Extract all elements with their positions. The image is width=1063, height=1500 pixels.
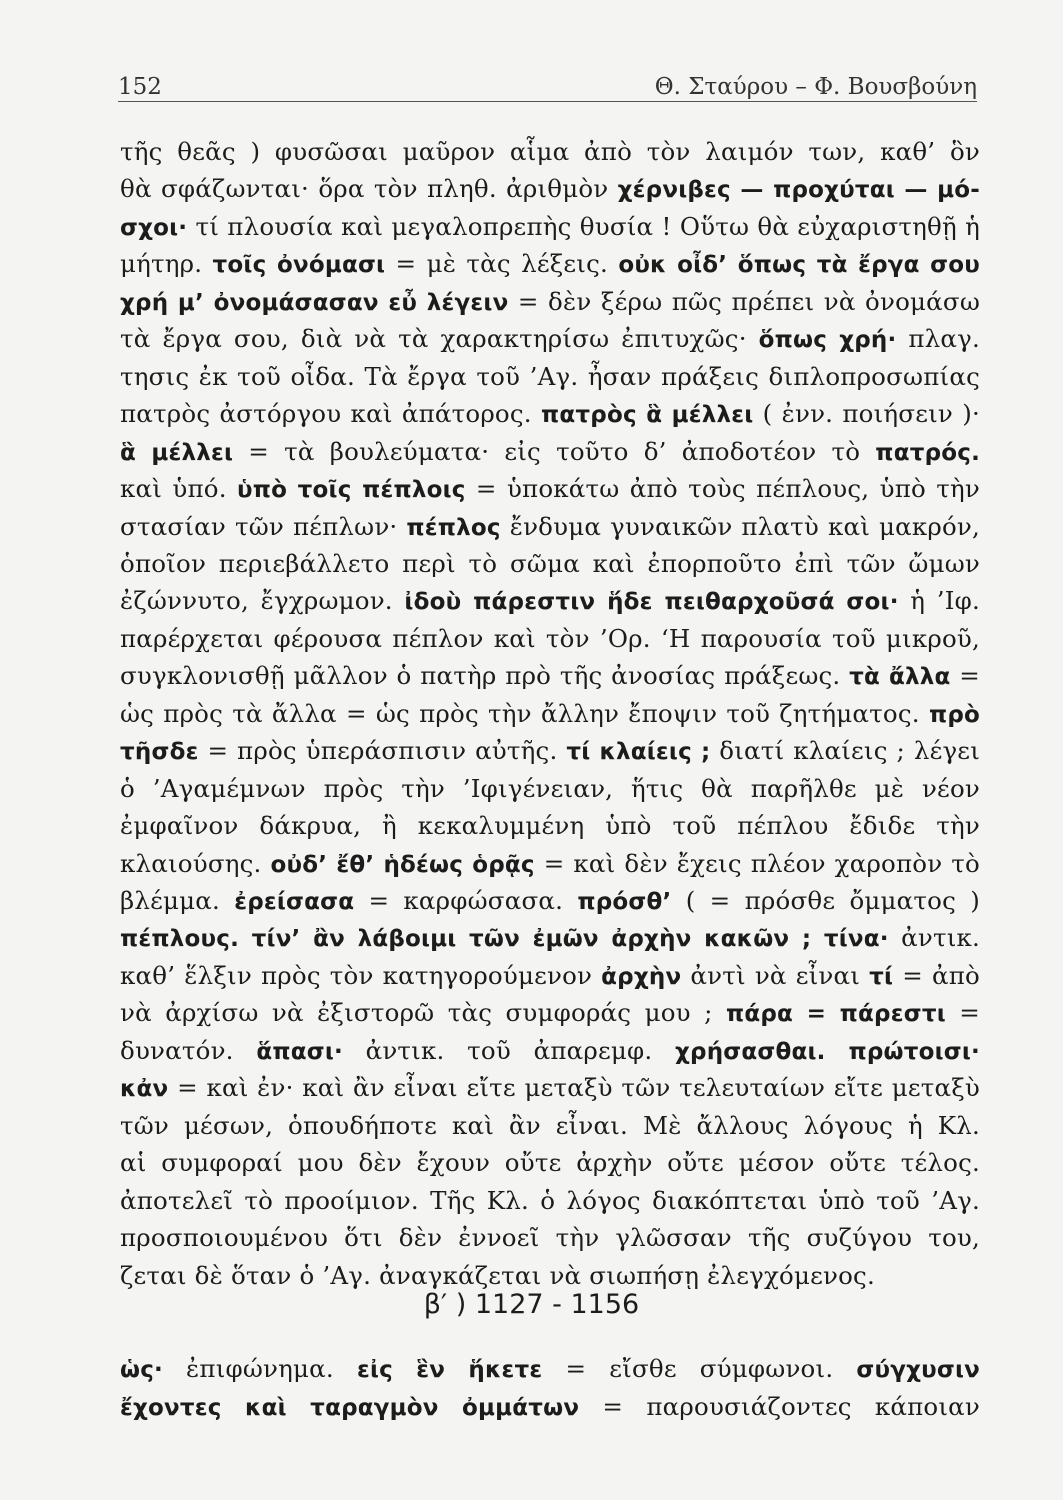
gloss: ἡ ’Ιφ. bbox=[898, 586, 980, 616]
text-line bbox=[120, 1068, 980, 1108]
gloss: αἱ συμφοραί μου δὲν ἔχουν οὔτε ἀρχὴν οὔτε μέσον οὔτε τέλος. bbox=[120, 1148, 980, 1178]
text-line bbox=[120, 844, 980, 884]
text-line bbox=[120, 731, 980, 771]
gloss: = καὶ δὲν ἔχεις πλέον χαροπὸν τὸ bbox=[534, 848, 980, 878]
gloss: καθ’ ἕλξιν πρὸς τὸν κατηγορούμενον bbox=[120, 960, 602, 990]
text-line bbox=[120, 1031, 980, 1071]
page-number: 152 bbox=[118, 74, 162, 100]
gloss: ἀποτελεῖ τὸ προοίμιον. Τῆς Κλ. ὁ λόγος διακόπτεται ὑπὸ τοῦ ’Αγ. bbox=[120, 1185, 980, 1215]
gloss: μήτηρ. bbox=[120, 249, 213, 279]
gloss: κλαιούσης. bbox=[120, 848, 271, 878]
text-line bbox=[120, 319, 980, 359]
gloss: ἀντικ. τοῦ ἀπαρεμφ. bbox=[342, 1035, 676, 1065]
gloss: διατί κλαίεις ; λέγει bbox=[710, 736, 980, 766]
text-line bbox=[120, 1181, 980, 1221]
gloss: ἐπιφώνημα. bbox=[162, 1354, 357, 1383]
section-heading: β′ ) 1127 - 1156 bbox=[423, 1289, 640, 1320]
text-line bbox=[120, 357, 980, 397]
gloss: ἐμφαῖνον δάκρυα, ἢ κεκαλυμμένη ὑπὸ τοῦ πέπλου ἔδιδε τὴν bbox=[120, 811, 980, 841]
gloss: = καὶ ἐν· καὶ ἂν εἶναι εἴτε μεταξὺ τῶν τελευταίων εἴτε μεταξὺ bbox=[168, 1073, 980, 1103]
gloss: νὰ ἀρχίσω νὰ ἐξιστορῶ τὰς συμφοράς μου ; bbox=[120, 998, 726, 1028]
gloss: ὡς πρὸς τὰ ἄλλα = ὡς πρὸς τὴν ἄλλην ἔποψιν τοῦ ζητήματος. bbox=[120, 698, 929, 728]
gloss: συγκλονισθῇ μᾶλλον ὁ πατὴρ πρὸ τῆς ἀνοσίας πράξεως. bbox=[120, 661, 850, 691]
lemma: πρὸ bbox=[928, 701, 980, 728]
gloss: τὰ ἔργα σου, διὰ νὰ τὰ χαρακτηρίσω ἐπιτυχῶς· bbox=[120, 324, 759, 354]
lemma: εἰς ἓν ἥκετε bbox=[356, 1357, 543, 1383]
lemma: σύγχυσιν bbox=[856, 1357, 980, 1383]
gloss: ἀντικ. bbox=[888, 923, 980, 953]
gloss: πλαγ. bbox=[908, 324, 980, 354]
gloss: = εἴσθε σύμφωνοι. bbox=[542, 1354, 857, 1383]
lemma: χέρνιβες — προχύται — μό- bbox=[617, 177, 980, 204]
lemma: σχοι· bbox=[120, 214, 188, 241]
lemma: ἰδοὺ πάρεστιν ἥδε πειθαρχοῦσά σοι· bbox=[404, 589, 899, 616]
gloss: προσποιουμένου ὅτι δὲν ἐννοεῖ τὴν γλῶσσαν τῆς συζύγου του, bbox=[120, 1223, 980, 1253]
lemma: πατρὸς ἃ μέλλει bbox=[541, 402, 754, 429]
text-line bbox=[120, 918, 980, 958]
gloss: τῶν μέσων, ὁπουδήποτε καὶ ἂν εἶναι. Μὲ ἄλλους λόγους ἡ Κλ. bbox=[120, 1110, 980, 1140]
lemma: ἀρχὴν bbox=[601, 963, 682, 990]
text-line bbox=[120, 881, 980, 921]
gloss: = πρὸς ὑπεράσπισιν αὐτῆς. bbox=[198, 736, 567, 766]
text-line bbox=[120, 956, 980, 996]
running-head: Θ. Σταύρου – Φ. Βουσβούνη bbox=[654, 74, 977, 100]
lemma: κἀν bbox=[120, 1076, 169, 1103]
text-line bbox=[120, 1349, 980, 1389]
lemma: ἅπασι· bbox=[256, 1038, 343, 1065]
lemma: τὰ ἄλλα bbox=[849, 664, 951, 691]
lemma: ἔχοντες καὶ ταραγμὸν ὀμμάτων bbox=[120, 1395, 580, 1421]
gloss: = ἀπὸ bbox=[902, 960, 980, 990]
text-line bbox=[120, 993, 980, 1033]
lemma: τῆσδε bbox=[120, 739, 199, 766]
lemma: ὡς· bbox=[120, 1357, 163, 1383]
text-line bbox=[120, 394, 980, 434]
text-line bbox=[120, 619, 980, 659]
lemma: χρήσασθαι. πρώτοισι· bbox=[675, 1038, 980, 1065]
text-line bbox=[120, 1218, 980, 1258]
lemma: οὐκ οἶδ’ ὅπως τὰ ἔργα σου bbox=[618, 252, 980, 279]
text-line bbox=[120, 1143, 980, 1183]
text-line bbox=[120, 544, 980, 584]
lemma: πατρός. bbox=[875, 439, 980, 466]
text-line bbox=[120, 207, 980, 247]
gloss: ἀντὶ νὰ εἶναι bbox=[681, 960, 870, 990]
lemma: χρή μ’ ὀνομάσασαν εὖ λέγειν bbox=[120, 289, 509, 316]
gloss: = παρουσιάζοντες κάποιαν bbox=[602, 1392, 980, 1421]
lemma: ἐρείσασα bbox=[234, 889, 355, 915]
lemma: πάρα = πάρεστι bbox=[725, 1001, 946, 1028]
gloss: πατρὸς ἀστόργου καὶ ἀπάτορος. bbox=[120, 399, 542, 429]
lemma: τί κλαίεις ; bbox=[566, 739, 711, 766]
lemma: πρόσθ’ bbox=[577, 889, 672, 915]
gloss: τῆς θεᾶς ) φυσῶσαι μαῦρον αἷμα ἀπὸ τὸν λαιμόν των, καθ’ ὃν bbox=[120, 137, 980, 166]
gloss: θὰ σφάζωνται· ὅρα τὸν πληθ. ἀριθμὸν bbox=[120, 174, 618, 204]
gloss: ( = πρόσθε ὄμματος ) bbox=[671, 886, 980, 915]
gloss: παρέρχεται φέρουσα πέπλον καὶ τὸν ’Ορ. ‘Η παρουσία τοῦ μικροῦ, bbox=[120, 623, 980, 653]
text-line bbox=[120, 469, 980, 509]
lemma: τοῖς ὀνόμασι bbox=[212, 252, 386, 279]
lemma: ἃ μέλλει bbox=[120, 439, 234, 466]
gloss: στασίαν τῶν πέπλων· bbox=[120, 511, 407, 541]
text-line bbox=[120, 432, 980, 472]
gloss: τί πλουσία καὶ μεγαλοπρεπὴς θυσία ! Οὕτω θὰ εὐχαριστηθῇ ἡ bbox=[187, 211, 980, 241]
text-line bbox=[120, 656, 980, 696]
gloss: τησις ἐκ τοῦ οἶδα. Τὰ ἔργα τοῦ ’Αγ. ἦσαν πράξεις διπλοπροσωπίας bbox=[120, 361, 980, 391]
text-line bbox=[120, 1106, 980, 1146]
gloss: = τὰ βουλεύματα· εἰς τοῦτο δ’ ἀποδοτέον τὸ bbox=[233, 436, 876, 466]
gloss: = καρφώσασα. bbox=[354, 886, 578, 915]
text-line bbox=[120, 244, 980, 284]
text-line bbox=[120, 806, 980, 846]
gloss: = δὲν ξέρω πῶς πρέπει νὰ ὀνομάσω bbox=[508, 286, 980, 316]
gloss: = μὲ τὰς λέξεις. bbox=[385, 249, 619, 279]
gloss: ἔνδυμα γυναικῶν πλατὺ καὶ μακρόν, bbox=[509, 511, 980, 541]
gloss: ( ἐνν. ποιήσειν )· bbox=[753, 399, 980, 429]
gloss: ζεται δὲ ὅταν ὁ ’Αγ. ἀναγκάζεται νὰ σιωπήσῃ ἐλεγχόμενος. bbox=[120, 1260, 875, 1290]
lemma: οὐδ’ ἔθ’ ἡδέως ὁρᾷς bbox=[270, 851, 535, 878]
lemma: πέπλος bbox=[406, 514, 501, 541]
gloss: βλέμμα. bbox=[120, 886, 235, 915]
text-line bbox=[120, 1387, 980, 1427]
lemma: τί bbox=[869, 963, 894, 990]
gloss: = ὑποκάτω ἀπὸ τοὺς πέπλους, ὑπὸ τὴν bbox=[475, 474, 980, 504]
gloss: δυνατόν. bbox=[120, 1035, 257, 1065]
lemma: ὅπως χρή· bbox=[758, 327, 897, 354]
gloss: ἐζώννυτο, ἔγχρωμον. bbox=[120, 586, 405, 616]
gloss: ὁποῖον περιεβάλλετο περὶ τὸ σῶμα καὶ ἐπορποῦτο ἐπὶ τῶν ὤμων bbox=[120, 548, 980, 578]
page-header bbox=[118, 62, 977, 100]
gloss: καὶ ὑπό. bbox=[120, 474, 238, 504]
text-line bbox=[120, 132, 980, 172]
lemma: πέπλους. τίν’ ἂν λάβοιμι τῶν ἐμῶν ἀρχὴν κακῶν ; τίνα· bbox=[120, 926, 889, 953]
header-rule bbox=[118, 101, 977, 102]
text-line bbox=[120, 507, 980, 547]
text-line bbox=[120, 581, 980, 621]
text-line bbox=[120, 169, 980, 209]
gloss: = bbox=[959, 998, 980, 1028]
text-line bbox=[120, 282, 980, 322]
lemma: ὑπὸ τοῖς πέπλοις bbox=[237, 477, 466, 504]
text-line bbox=[120, 694, 980, 734]
text-line bbox=[120, 769, 980, 809]
gloss: = bbox=[950, 661, 980, 691]
gloss: ὁ ’Αγαμέμνων πρὸς τὴν ’Ιφιγένειαν, ἥτις θὰ παρῆλθε μὲ νέον bbox=[120, 773, 980, 803]
